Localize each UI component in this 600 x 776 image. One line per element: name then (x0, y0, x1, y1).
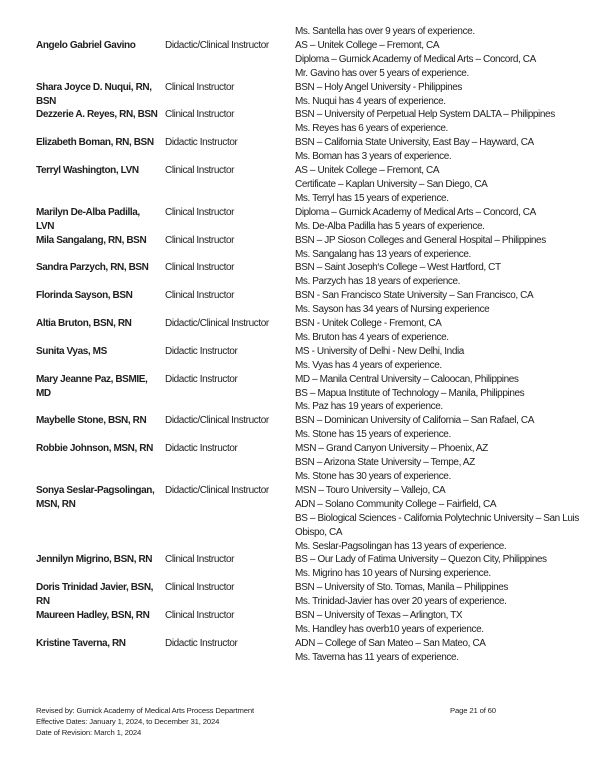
text-line: Shara Joyce D. Nuqui, RN, (36, 81, 152, 93)
instructor-details (295, 317, 588, 345)
text-line: Diploma – Gurnick Academy of Medical Arts – Concord, CA (295, 206, 536, 218)
instructor-name (36, 373, 165, 401)
text-line: Ms. Migrino has 10 years of Nursing experience. (295, 568, 491, 580)
instructor-role: Clinical Instructor (165, 109, 235, 121)
instructor-role: Didactic/Clinical Instructor (165, 484, 269, 496)
text-line: Kristine Taverna, RN (36, 637, 126, 649)
text-line: BSN – University of Sto. Tomas, Manila – Philippines (295, 582, 509, 594)
instructor-row (36, 609, 588, 637)
text-line: Certificate – Kaplan University – San Diego, CA (295, 178, 488, 190)
instructor-role: Didactic Instructor (165, 637, 238, 649)
instructor-name (36, 108, 165, 122)
text-line: MSN – Grand Canyon University – Phoenix, AZ (295, 443, 488, 455)
text-line: Ms. Reyes has 6 years of experience. (295, 123, 448, 135)
instructor-role: Clinical Instructor (165, 206, 235, 218)
instructor-row (36, 206, 588, 234)
text-line: Ms. Terryl has 15 years of experience. (295, 192, 449, 204)
text-line: Ms. Santella has over 9 years of experience. (295, 26, 475, 37)
text-line: BSN (36, 95, 56, 107)
instructor-details (295, 484, 588, 554)
text-line: Maybelle Stone, BSN, RN (36, 415, 147, 427)
footer-effective-dates: Effective Dates: January 1, 2024, to December 31, 2024 (36, 717, 220, 726)
instructor-details (295, 108, 588, 136)
instructor-details (295, 637, 588, 665)
text-line: Elizabeth Boman, RN, BSN (36, 137, 154, 149)
instructor-role: Clinical Instructor (165, 262, 235, 274)
text-line: Marilyn De-Alba Padilla, (36, 206, 140, 218)
instructor-table (36, 25, 588, 665)
page-footer (36, 705, 254, 738)
text-line: Sunita Vyas, MS (36, 345, 107, 357)
text-line: BSN – University of Texas – Arlington, TX (295, 610, 463, 622)
text-line: Mr. Gavino has over 5 years of experience. (295, 67, 469, 79)
instructor-details (295, 39, 588, 81)
instructor-name (36, 136, 165, 150)
text-line: Angelo Gabriel Gavino (36, 39, 136, 51)
instructor-role: Didactic/Clinical Instructor (165, 415, 269, 427)
text-line: BSN – Arizona State University – Tempe, AZ (295, 457, 475, 469)
instructor-row (36, 414, 588, 442)
instructor-name (36, 484, 165, 512)
instructor-details (295, 581, 588, 609)
text-line: BS – Mapua Institute of Technology – Manila, Philippines (295, 387, 525, 399)
text-line: MSN – Touro University – Vallejo, CA (295, 484, 446, 496)
instructor-details (295, 25, 588, 39)
text-line: Jennilyn Migrino, BSN, RN (36, 554, 153, 566)
text-line: Ms. Stone has 30 years of experience. (295, 471, 451, 482)
text-line: BSN - San Francisco State University – San Francisco, CA (295, 290, 534, 302)
text-line: Dezzerie A. Reyes, RN, BSN (36, 109, 158, 121)
text-line: Mary Jeanne Paz, BSMIE, (36, 373, 148, 385)
text-line: Ms. Parzych has 18 years of experience. (295, 276, 461, 288)
instructor-row (36, 25, 588, 39)
instructor-role: Didactic Instructor (165, 373, 238, 385)
text-line: Diploma – Gurnick Academy of Medical Arts – Concord, CA (295, 53, 536, 65)
text-line: AS – Unitek College – Fremont, CA (295, 39, 440, 51)
instructor-details (295, 373, 588, 415)
text-line: Sandra Parzych, RN, BSN (36, 262, 149, 274)
instructor-name (36, 206, 165, 234)
text-line: BS – Biological Sciences - California Polytechnic University – San Luis (295, 512, 579, 524)
instructor-details (295, 414, 588, 442)
instructor-row (36, 581, 588, 609)
text-line: Robbie Johnson, MSN, RN (36, 443, 153, 455)
text-line: RN (36, 596, 50, 608)
text-line: Ms. Trinidad-Javier has over 20 years of experience. (295, 596, 507, 608)
instructor-row (36, 289, 588, 317)
instructor-role: Clinical Instructor (165, 234, 235, 246)
instructor-details (295, 442, 588, 484)
instructor-name (36, 289, 165, 303)
text-line: BSN – JP Sioson Colleges and General Hospital – Philippines (295, 234, 546, 246)
instructor-role: Didactic/Clinical Instructor (165, 318, 269, 330)
instructor-row (36, 39, 588, 81)
instructor-details (295, 81, 588, 109)
instructor-row (36, 136, 588, 164)
instructor-row (36, 442, 588, 484)
instructor-details (295, 609, 588, 637)
instructor-row (36, 317, 588, 345)
instructor-name (36, 414, 165, 428)
text-line: Ms. De-Alba Padilla has 5 years of experience. (295, 220, 485, 232)
text-line: ADN – Solano Community College – Fairfield, CA (295, 498, 497, 510)
instructor-name (36, 81, 165, 109)
text-line: Ms. Bruton has 4 years of experience. (295, 331, 449, 343)
text-line: Sonya Seslar-Pagsolingan, (36, 484, 155, 496)
instructor-name (36, 317, 165, 331)
instructor-details (295, 206, 588, 234)
text-line: BSN – California State University, East Bay – Hayward, CA (295, 137, 534, 149)
text-line: Ms. Handley has overb10 years of experience. (295, 623, 484, 635)
instructor-row (36, 637, 588, 665)
text-line: BSN - Unitek College - Fremont, CA (295, 318, 442, 330)
footer-revised-by: Revised by: Gurnick Academy of Medical Arts Process Department (36, 706, 254, 715)
instructor-row (36, 484, 588, 554)
instructor-row (36, 261, 588, 289)
instructor-role: Clinical Instructor (165, 81, 235, 93)
text-line: BS – Our Lady of Fatima University – Quezon City, Philippines (295, 554, 547, 566)
instructor-name (36, 39, 165, 53)
instructor-role: Didactic Instructor (165, 443, 238, 455)
instructor-role: Clinical Instructor (165, 554, 235, 566)
text-line: Doris Trinidad Javier, BSN, (36, 582, 154, 594)
text-line: Ms. Taverna has 11 years of experience. (295, 651, 459, 663)
text-line: Terryl Washington, LVN (36, 165, 139, 177)
text-line: Ms. Boman has 3 years of experience. (295, 151, 452, 163)
instructor-name (36, 345, 165, 359)
instructor-role: Didactic Instructor (165, 345, 238, 357)
text-line: Ms. Sangalang has 13 years of experience. (295, 248, 471, 260)
text-line: BSN – Dominican University of California – San Rafael, CA (295, 415, 534, 427)
instructor-details (295, 164, 588, 206)
instructor-name (36, 637, 165, 651)
instructor-details (295, 553, 588, 581)
instructor-role: Clinical Instructor (165, 165, 235, 177)
text-line: BSN – University of Perpetual Help System DALTA – Philippines (295, 109, 555, 121)
text-line: MD (36, 387, 51, 399)
instructor-row (36, 373, 588, 415)
instructor-details (295, 234, 588, 262)
text-line: Maureen Hadley, BSN, RN (36, 610, 150, 622)
instructor-row (36, 234, 588, 262)
text-line: LVN (36, 220, 55, 232)
instructor-role: Clinical Instructor (165, 582, 235, 594)
text-line: MSN, RN (36, 498, 76, 510)
instructor-role: Clinical Instructor (165, 610, 235, 622)
text-line: MD – Manila Central University – Caloocan, Philippines (295, 373, 519, 385)
text-line: Ms. Nuqui has 4 years of experience. (295, 95, 446, 107)
instructor-role: Didactic/Clinical Instructor (165, 39, 269, 51)
instructor-details (295, 345, 588, 373)
instructor-name (36, 442, 165, 456)
instructor-role: Clinical Instructor (165, 290, 235, 302)
text-line: Ms. Sayson has 34 years of Nursing experience (295, 304, 490, 316)
instructor-name (36, 581, 165, 609)
instructor-name (36, 234, 165, 248)
instructor-name (36, 609, 165, 623)
instructor-row (36, 553, 588, 581)
text-line: Ms. Vyas has 4 years of experience. (295, 359, 442, 371)
text-line: Altia Bruton, BSN, RN (36, 318, 132, 330)
instructor-row (36, 108, 588, 136)
instructor-role: Didactic Instructor (165, 137, 238, 149)
instructor-name (36, 164, 165, 178)
instructor-name (36, 553, 165, 567)
text-line: BSN – Holy Angel University - Philippines (295, 81, 463, 93)
text-line: Ms. Stone has 15 years of experience. (295, 429, 451, 441)
instructor-row (36, 81, 588, 109)
text-line: BSN – Saint Joseph‘s College – West Hartford, CT (295, 262, 501, 274)
text-line: Mila Sangalang, RN, BSN (36, 234, 147, 246)
text-line: ADN – College of San Mateo – San Mateo, CA (295, 637, 486, 649)
instructor-name (36, 261, 165, 275)
instructor-details (295, 261, 588, 289)
instructor-row (36, 345, 588, 373)
instructor-details (295, 289, 588, 317)
text-line: AS – Unitek College – Fremont, CA (295, 165, 440, 177)
footer-date-of-revision: Date of Revision: March 1, 2024 (36, 728, 142, 737)
page-number: Page 21 of 60 (450, 706, 496, 715)
instructor-row (36, 164, 588, 206)
text-line: MS - University of Delhi - New Delhi, India (295, 345, 464, 357)
text-line: Ms. Seslar-Pagsolingan has 13 years of experience. (295, 540, 507, 552)
text-line: Florinda Sayson, BSN (36, 290, 133, 302)
text-line: Ms. Paz has 19 years of experience. (295, 401, 443, 413)
text-line: Obispo, CA (295, 526, 343, 538)
instructor-details (295, 136, 588, 164)
